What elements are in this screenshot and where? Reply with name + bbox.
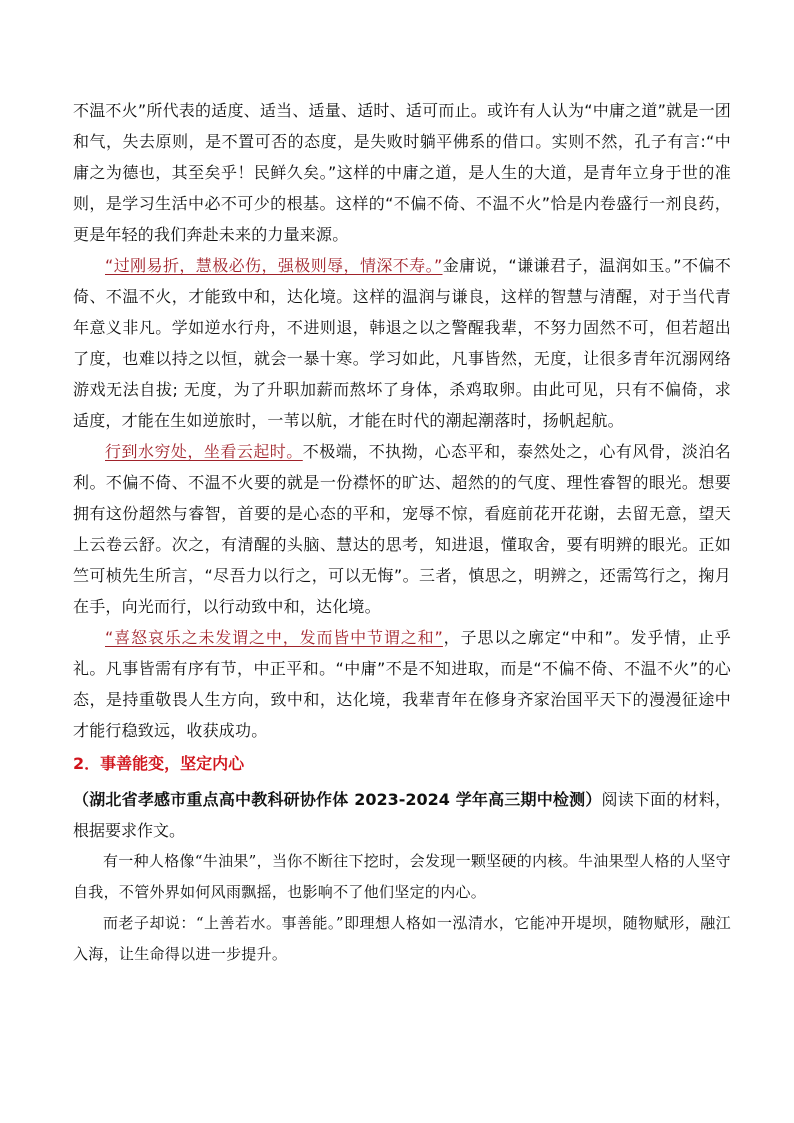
essay-prompt [73,784,731,846]
material-paragraph-1: 有一种人格像“牛油果”，当你不断往下挖时，会发现一颗坚硬的内核。牛油果型人格的人坚守自我，不管外界如何风雨飘摇，也影响不了他们坚定的内心。 [73,852,731,901]
material-paragraph-2: 而老子却说：“上善若水。事善能。”即理想人格如一泓清水，它能冲开堤坝，随物赋形，融江入海，让生命得以进一步提升。 [73,914,731,963]
essay-paragraph-1: 不温不火”所代表的适度、适当、适量、适时、适可而止。或许有人认为“中庸之道”就是一团和气，失去原则，是不置可否的态度，是失败时躺平佛系的借口。实则不然，孔子有言:“中庸之为德也，其至矣乎！民鲜久矣。”这样的中庸之道，是人生的大道，是青年立身于世的准则，是学习生活中必不可少的根基。这样的“不偏不倚、不温不火”恰是内卷盛行一剂良药，更是年轻的我们奔赴未来的力量来源。 [73,101,731,244]
paragraph-3-text: 不极端，不执拗，心态平和，泰然处之，心有风骨，淡泊名利。不偏不倚、不温不火要的就是一份襟怀的旷达、超然的的气度、理性睿智的眼光。想要拥有这份超然与睿智，首要的是心态的平和，宠辱不惊，看庭前花开花谢，去留无意，望天上云卷云舒。次之，有清醒的头脑、慧达的思考，知进退，懂取舍，要有明辨的眼光。正如竺可桢先生所言，“尽吾力以行之，可以无悔”。三者，慎思之，明辨之，还需笃行之，掬月在手，向光而行，以行动致中和，达化境。 [73,442,732,616]
essay-paragraph-3 [73,436,731,622]
essay-paragraph-4 [73,622,731,746]
document-page [73,95,731,970]
essay-paragraph-2 [73,250,731,436]
underlined-quote-zisi: “喜怒哀乐之未发谓之中，发而皆中节谓之和” [105,628,443,647]
section-heading: 2．事善能变，坚定内心 [73,754,245,773]
paragraph-2-text: 金庸说，“谦谦君子，温润如玉。”不偏不倚、不温不火，才能致中和，达化境。这样的温润与谦良，这样的智慧与清醒，对于当代青年意义非凡。学如逆水行舟，不进则退，韩退之以之警醒我辈，不努力固然不可，但若超出了度，也难以持之以恒，就会一暴十寒。学习如此，凡事皆然，无度，让很多青年沉溺网络游戏无法自拔; 无度，为了升职加薪而熬坏了身体，杀鸡取卵。由此可见，只有不偏倚，求适度，才能在生如逆旅时，一苇以航，才能在时代的潮起潮落时，扬帆起航。 [73,256,731,430]
exam-source: （湖北省孝感市重点高中教科研协作体 2023-2024 学年高三期中检测） [73,790,602,809]
underlined-quote-jinyong: “过刚易折，慧极必伤，强极则辱，情深不寿。” [105,256,443,275]
underlined-quote-wangwei: 行到水穷处，坐看云起时。 [105,442,303,461]
paragraph-4-text: ，子思以之廓定“中和”。发乎情，止乎礼。凡事皆需有序有节，中正平和。“中庸”不是不知进取，而是“不偏不倚、不温不火”的心态，是持重敬畏人生方向，致中和，达化境，我辈青年在修身齐家治国平天下的漫漫征途中才能行稳致远，收获成功。 [73,628,731,740]
prompt-instruction: 阅读下面的材料，根据要求作文。 [73,790,731,840]
